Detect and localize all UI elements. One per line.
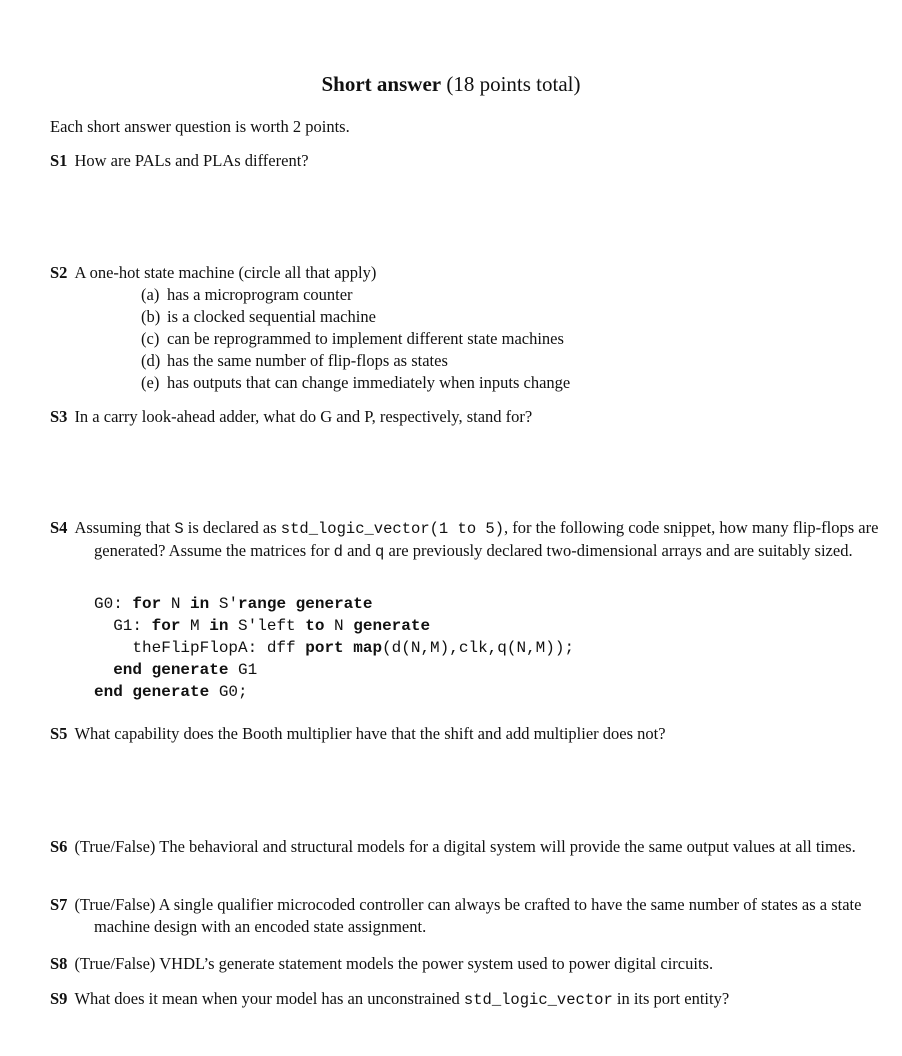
option-b[interactable]	[141, 306, 570, 328]
question-s5	[50, 723, 862, 745]
question-text-part: , for the following code snippet, how many flip-flops are generated? Assume the matrices for	[94, 518, 879, 560]
question-number: S5	[50, 724, 68, 743]
option-label: (c)	[141, 329, 160, 348]
option-label: (b)	[141, 307, 161, 326]
option-a[interactable]	[141, 284, 570, 306]
question-s4	[50, 517, 902, 563]
question-text: (True/False) VHDL’s generate statement models the power system used to power digital circuits.	[74, 954, 714, 973]
question-s6	[50, 836, 902, 858]
code-token: G0;	[209, 683, 248, 701]
s2-options	[141, 284, 570, 394]
question-text: (True/False) The behavioral and structural models for a digital system will provide the same output values at all times.	[74, 837, 856, 856]
question-text: (True/False) A single qualifier microcoded controller can always be crafted to have the same number of states as a state machine design with an encoded state assignment.	[74, 895, 862, 936]
option-text: can be reprogrammed to implement different state machines	[167, 329, 564, 348]
option-d[interactable]	[141, 350, 570, 372]
code-token: G0:	[94, 595, 133, 613]
option-text: has the same number of flip-flops as states	[167, 351, 448, 370]
code-keyword: end generate	[113, 661, 229, 679]
question-text: In a carry look-ahead adder, what do G and P, respectively, stand for?	[74, 407, 533, 426]
code-token: (d(N,M),clk,q(N,M));	[382, 639, 575, 657]
question-number: S3	[50, 407, 68, 426]
question-s7	[50, 894, 902, 938]
question-text: How are PALs and PLAs different?	[74, 151, 309, 170]
code-keyword: to	[305, 617, 325, 635]
inline-code: d	[333, 543, 343, 561]
question-text-part: in its port entity?	[612, 989, 730, 1008]
code-keyword: in	[209, 617, 229, 635]
question-number: S1	[50, 151, 68, 170]
code-token: S'	[209, 595, 239, 613]
code-keyword: in	[190, 595, 210, 613]
code-keyword: end generate	[94, 683, 210, 701]
question-s8	[50, 953, 862, 975]
question-text-part: are previously declared two-dimensional arrays and are suitably sized.	[384, 541, 853, 560]
inline-code: S	[174, 520, 184, 538]
question-text: What capability does the Booth multiplier have that the shift and add multiplier does not?	[74, 724, 666, 743]
code-token: S'left	[228, 617, 306, 635]
question-number: S2	[50, 263, 68, 282]
code-keyword: for	[151, 617, 181, 635]
question-s9	[50, 988, 862, 1011]
section-title	[0, 71, 902, 97]
question-number: S8	[50, 954, 68, 973]
code-token: G1:	[113, 617, 152, 635]
option-text: is a clocked sequential machine	[167, 307, 376, 326]
code-token: theFlipFlopA: dff	[132, 639, 306, 657]
code-snippet	[94, 593, 574, 703]
question-text: A one-hot state machine (circle all that apply)	[74, 263, 377, 282]
code-token: N	[324, 617, 354, 635]
code-keyword: range generate	[238, 595, 373, 613]
question-text-part: and	[342, 541, 376, 560]
question-s1	[50, 150, 862, 172]
question-number: S4	[50, 518, 68, 537]
option-c[interactable]	[141, 328, 570, 350]
code-token: N	[161, 595, 191, 613]
section-title-bold: Short answer	[321, 72, 442, 96]
question-number: S7	[50, 895, 68, 914]
question-number: S9	[50, 989, 68, 1008]
code-token: M	[180, 617, 210, 635]
question-text-part: What does it mean when your model has an unconstrained	[74, 989, 464, 1008]
question-text-part: is declared as	[183, 518, 281, 537]
section-title-points: (18 points total)	[446, 72, 581, 96]
code-keyword: for	[132, 595, 162, 613]
question-number: S6	[50, 837, 68, 856]
option-text: has outputs that can change immediately when inputs change	[167, 373, 571, 392]
option-text: has a microprogram counter	[167, 285, 353, 304]
question-s3	[50, 406, 862, 428]
intro-text: Each short answer question is worth 2 points.	[50, 117, 350, 136]
inline-code: q	[375, 543, 385, 561]
question-text-part: Assuming that	[74, 518, 175, 537]
code-token: G1	[228, 661, 258, 679]
question-s2	[50, 262, 862, 284]
inline-code: std_logic_vector(1 to 5)	[280, 520, 505, 538]
code-keyword: port map	[305, 639, 383, 657]
code-keyword: generate	[353, 617, 431, 635]
option-e[interactable]	[141, 372, 570, 394]
option-label: (e)	[141, 373, 160, 392]
option-label: (a)	[141, 285, 160, 304]
option-label: (d)	[141, 351, 161, 370]
inline-code: std_logic_vector	[463, 991, 613, 1009]
